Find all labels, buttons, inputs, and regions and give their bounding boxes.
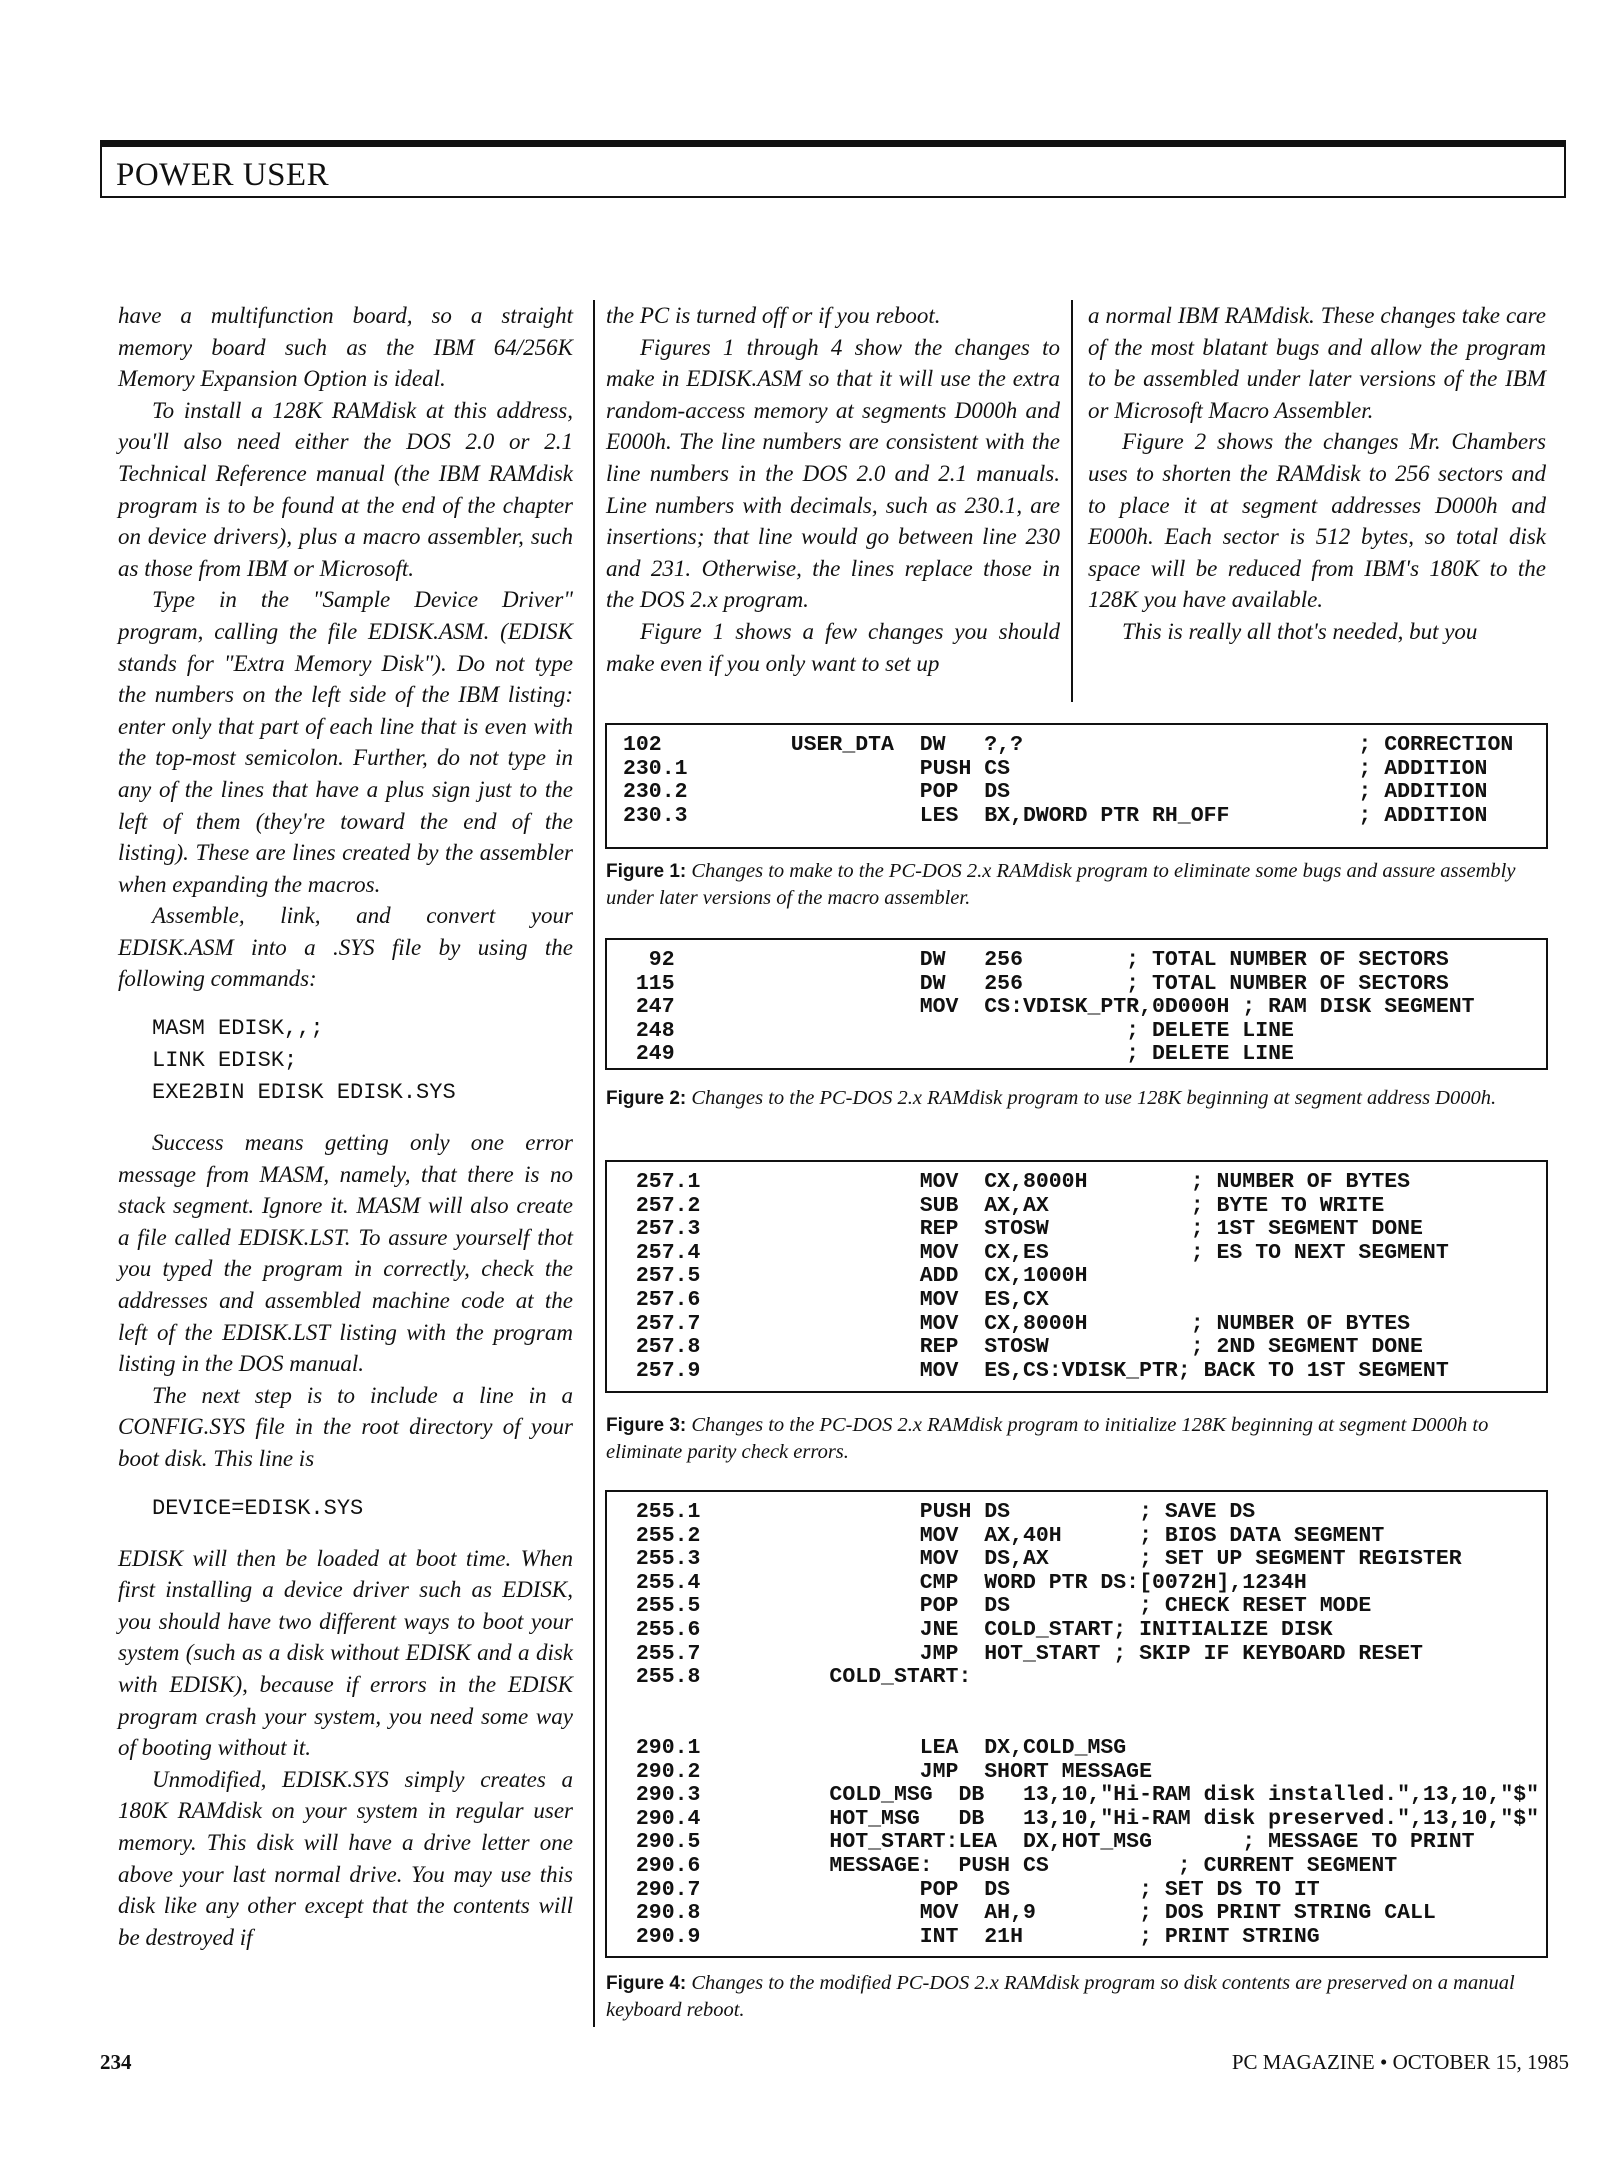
command-line: MASM EDISK,,; (152, 1016, 324, 1042)
paragraph: Figure 2 shows the changes Mr. Chambers uses to shorten the RAMdisk to 256 sectors and to place it at segment addresses D000h and E000h. Each sector is 512 bytes, so total disk space will be reduced from IBM's 180K to the 128K you have available. (1088, 429, 1546, 613)
figure-3-code (605, 1160, 1548, 1393)
command-block (152, 1013, 573, 1109)
paragraph: This is really all thot's needed, but you (1122, 618, 1478, 644)
article-column-2 (606, 300, 1060, 679)
figure-2-caption (606, 1085, 1546, 1112)
paragraph: The next step is to include a line in a CONFIG.SYS file in the root directory of your boot disk. This line is (118, 1382, 573, 1471)
code-listing: 257.1 MOV CX,8000H ; NUMBER OF BYTES 257.2 SUB AX,AX ; BYTE TO WRITE 257.3 REP STOSW ; 1ST SEGMENT DONE 257.4 MOV CX,ES ; ES TO NEXT SEGMENT 257.5 ADD CX,1000H 257.6 MOV ES,CX 257.7 MOV CX,8000H ; NUMBER OF BYTES 257.8 REP STOSW ; 2ND SEGMENT DONE 257.9 MOV ES,CS:VDISK_PTR; BACK TO 1ST SEGMENT (635, 1170, 1449, 1383)
paragraph: have a multifunction board, so a straight memory board such as the IBM 64/256K Memory Expansion Option is ideal. (118, 303, 573, 392)
paragraph: Figures 1 through 4 show the changes to make in EDISK.ASM so that it will use the extra random-access memory at segments D000h and E000h. The line numbers are consistent with the line numbers in the DOS 2.0 and 2.1 manuals. Line numbers with decimals, such as 230.1, are insertions; that line would go between line 230 and 231. Otherwise, the lines replace those in the DOS 2.x program. (606, 334, 1060, 613)
code-listing: 255.1 PUSH DS ; SAVE DS 255.2 MOV AX,40H ; BIOS DATA SEGMENT 255.3 MOV DS,AX ; SET UP SEGMENT REGISTER 255.4 CMP WORD PTR DS:[0072H],1234H 255.5 POP DS ; CHECK RESET MODE 255.6 JNE COLD_START; INITIALIZE DISK 255.7 JMP HOT_START ; SKIP IF KEYBOARD RESET 255.8 COLD_START: 290.1 LEA DX,COLD_MSG 290.2 JMP SHORT MESSAGE 290.3 COLD_MSG DB 13,10,"Hi-RAM disk installed.",13,10,"$" 290.4 HOT_MSG DB 13,10,"Hi-RAM disk preserved.",13,10,"$" 290.5 HOT_START:LEA DX,HOT_MSG ; MESSAGE TO PRINT 290.6 MESSAGE: PUSH CS ; CURRENT SEGMENT 290.7 POP DS ; SET DS TO IT 290.8 MOV AH,9 ; DOS PRINT STRING CALL 290.9 INT 21H ; PRINT STRING (635, 1500, 1540, 1949)
figure-4-caption (606, 1970, 1546, 2024)
column-rule-left (593, 300, 595, 2027)
command-block (152, 1493, 573, 1525)
figure-4-code (605, 1490, 1548, 1958)
figure-3-caption (606, 1412, 1546, 1466)
figure-label: Figure 2: (606, 1088, 687, 1109)
column-rule-right (1071, 300, 1073, 702)
section-header (100, 140, 1566, 198)
figure-1-caption (606, 858, 1546, 912)
paragraph: Type in the "Sample Device Driver" program, calling the file EDISK.ASM. (EDISK stands for "Extra Memory Disk"). Do not type the numbers on the left side of the IBM listing: enter only that part of each line that is even with the top-most semicolon. Further, do not type in any of the lines that have a plus sign just to the left of them (they're toward the end of the listing). These are lines created by the assembler when expanding the macros. (118, 587, 573, 897)
figure-2-code (605, 938, 1548, 1070)
paragraph: To install a 128K RAMdisk at this address, you'll also need either the DOS 2.0 or 2.1 Technical Reference manual (the IBM RAMdisk program is to be found at the end of the chapter on device drivers), plus a macro assembler, such as those from IBM or Microsoft. (118, 397, 573, 581)
paragraph: Assemble, link, and convert your EDISK.ASM into a .SYS file by using the following commands: (118, 903, 573, 992)
figure-label: Figure 3: (606, 1415, 687, 1436)
article-column-3 (1088, 300, 1546, 648)
paragraph: Figure 1 shows a few changes you should make even if you only want to set up (606, 618, 1060, 676)
magazine-footer: PC MAGAZINE • OCTOBER 15, 1985 (1231, 2050, 1569, 2074)
article-column-1 (118, 300, 573, 1953)
paragraph: Success means getting only one error message from MASM, namely, that there is no stack segment. Ignore it. MASM will also create a file called EDISK.LST. To assure yourself thot you typed the program in correctly, check the addresses and assembled machine code at the left of the EDISK.LST listing with the program listing in the DOS manual. (118, 1130, 573, 1377)
command-line: LINK EDISK; (152, 1048, 298, 1074)
code-listing: 102 USER_DTA DW ?,? ; CORRECTION 230.1 PUSH CS ; ADDITION 230.2 POP DS ; ADDITION 230.3 LES BX,DWORD PTR RH_OFF ; ADDITION (623, 733, 1514, 828)
page-number: 234 (100, 2050, 132, 2074)
caption-text: Changes to the PC-DOS 2.x RAMdisk program to initialize 128K beginning at segment D000h to eliminate parity check errors. (606, 1414, 1489, 1463)
caption-text: Changes to the modified PC-DOS 2.x RAMdisk program so disk contents are preserved on a manual keyboard reboot. (606, 1972, 1515, 2021)
paragraph: Unmodified, EDISK.SYS simply creates a 180K RAMdisk on your system in regular user memory. This disk will have a drive letter one above your last normal drive. You may use this disk like any other except that the contents will be destroyed if (118, 1766, 573, 1950)
caption-text: Changes to make to the PC-DOS 2.x RAMdisk program to eliminate some bugs and assure assembly under later versions of the macro assembler. (606, 860, 1516, 909)
paragraph: EDISK will then be loaded at boot time. When first installing a device driver such as EDISK, you should have two different ways to boot your system (such as a disk without EDISK and a disk with EDISK), because if errors in the EDISK program crash your system, you need some way of booting without it. (118, 1545, 573, 1761)
command-line: DEVICE=EDISK.SYS (152, 1495, 364, 1521)
paragraph: the PC is turned off or if you reboot. (606, 303, 941, 328)
paragraph: a normal IBM RAMdisk. These changes take care of the most blatant bugs and allow the program to be assembled under later versions of the IBM or Microsoft Macro Assembler. (1088, 303, 1546, 423)
section-title: POWER USER (116, 157, 330, 193)
figure-label: Figure 1: (606, 861, 687, 882)
command-line: EXE2BIN EDISK EDISK.SYS (152, 1080, 456, 1106)
figure-label: Figure 4: (606, 1973, 687, 1994)
figure-1-code (605, 723, 1548, 849)
code-listing: 92 DW 256 ; TOTAL NUMBER OF SECTORS 115 DW 256 ; TOTAL NUMBER OF SECTORS 247 MOV CS:VDISK_PTR,0D000H ; RAM DISK SEGMENT 248 ; DELETE LINE 249 ; DELETE LINE (635, 948, 1475, 1067)
caption-text: Changes to the PC-DOS 2.x RAMdisk program to use 128K beginning at segment address D000h. (691, 1087, 1497, 1109)
